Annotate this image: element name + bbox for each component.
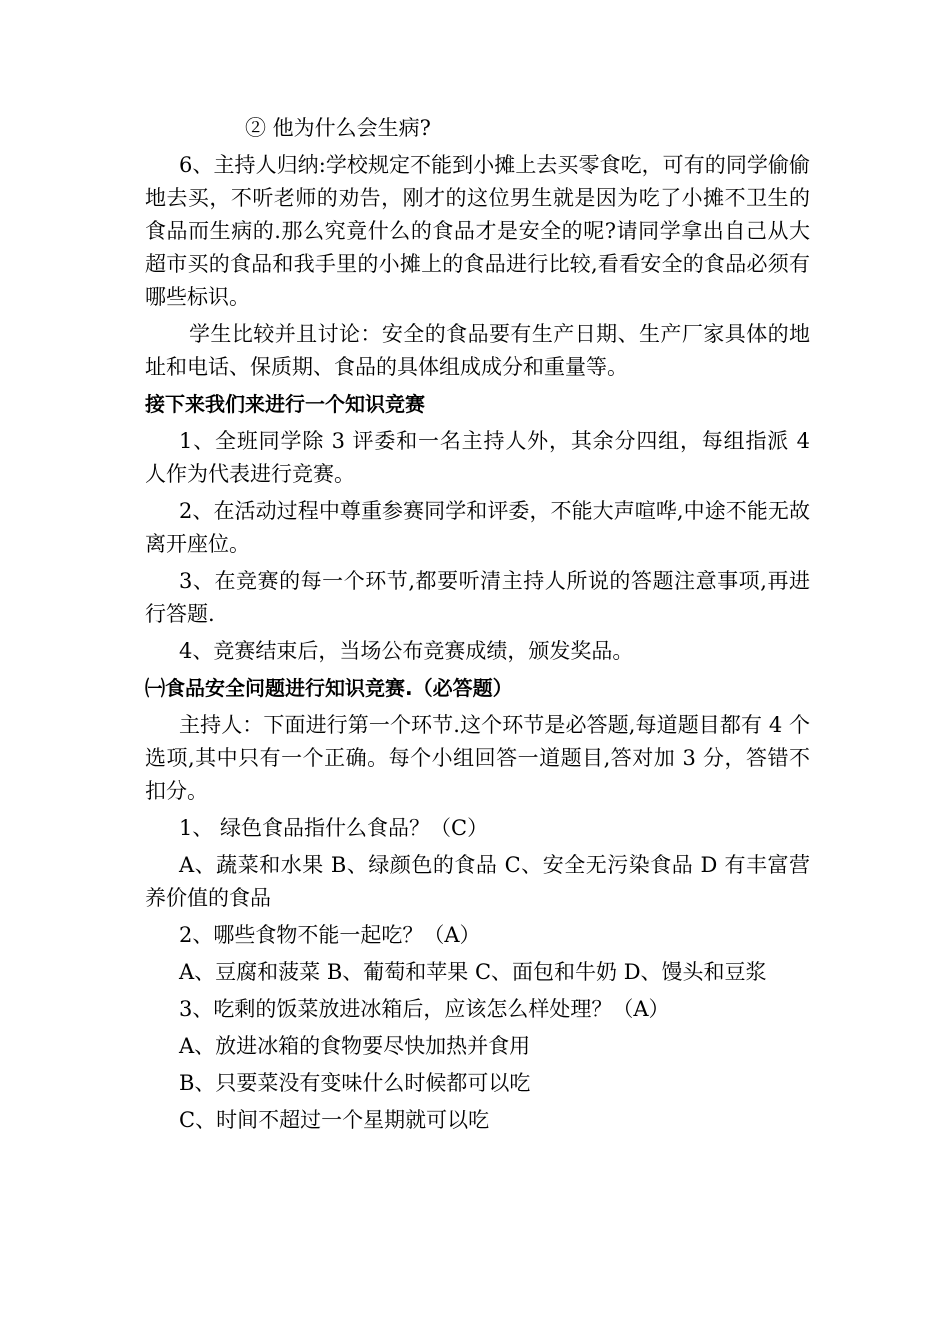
- rule-4-paragraph: 4、竞赛结束后，当场公布竞赛成绩，颁发奖品。: [179, 639, 634, 663]
- question-1-options: A、蔬菜和水果 B、绿颜色的食品 C、安全无污染食品 D 有丰富营养价值的食品: [145, 853, 810, 910]
- question-3-option-b: B、只要菜没有变味什么时候都可以吃: [179, 1071, 531, 1095]
- question-3: 3、吃剩的饭菜放进冰箱后，应该怎么样处理？（A）: [179, 997, 670, 1021]
- contest-heading: 接下来我们来进行一个知识竞赛: [145, 392, 425, 416]
- question-1: 1、 绿色食品指什么食品？（C）: [179, 816, 489, 840]
- host-summary-paragraph: 6、主持人归纳:学校规定不能到小摊上去买零食吃，可有的同学偷偷地去买，不听老师的劝告，刚才的这位男生就是因为吃了小摊不卫生的食品而生病的.那么究竟什么的食品才是安全的呢?请同学拿出自己从大超市买的食品和我手里的小摊上的食品进行比较,看看安全的食品必须有哪些标识。: [145, 153, 810, 309]
- question-2-options: A、豆腐和菠菜 B、葡萄和苹果 C、面包和牛奶 D、馒头和豆浆: [179, 960, 767, 984]
- student-discussion-paragraph: 学生比较并且讨论：安全的食品要有生产日期、生产厂家具体的地址和电话、保质期、食品的具体组成成分和重量等。: [145, 322, 810, 379]
- question-3-option-a: A、放进冰箱的食物要尽快加热并食用: [179, 1034, 531, 1058]
- rule-2-paragraph: 2、在活动过程中尊重参赛同学和评委，不能大声喧哗,中途不能无故离开座位。: [145, 499, 810, 556]
- rule-1-paragraph: 1、全班同学除 3 评委和一名主持人外，其余分四组，每组指派 4 人作为代表进行竞赛。: [145, 429, 810, 486]
- question-2: 2、哪些食物不能一起吃？（A）: [179, 923, 481, 947]
- question-line: ② 他为什么会生病?: [245, 116, 431, 140]
- question-3-option-c: C、时间不超过一个星期就可以吃: [179, 1108, 490, 1132]
- rule-3-paragraph: 3、在竞赛的每一个环节,都要听清主持人所说的答题注意事项,再进行答题.: [145, 569, 810, 626]
- document-page: [145, 112, 810, 1141]
- host-intro-paragraph: 主持人：下面进行第一个环节.这个环节是必答题,每道题目都有 4 个选项,其中只有一个正确。每个小组回答一道题目,答对加 3 分，答错不扣分。: [145, 713, 810, 803]
- section-heading: ㈠食品安全问题进行知识竞赛.（必答题）: [145, 676, 513, 700]
